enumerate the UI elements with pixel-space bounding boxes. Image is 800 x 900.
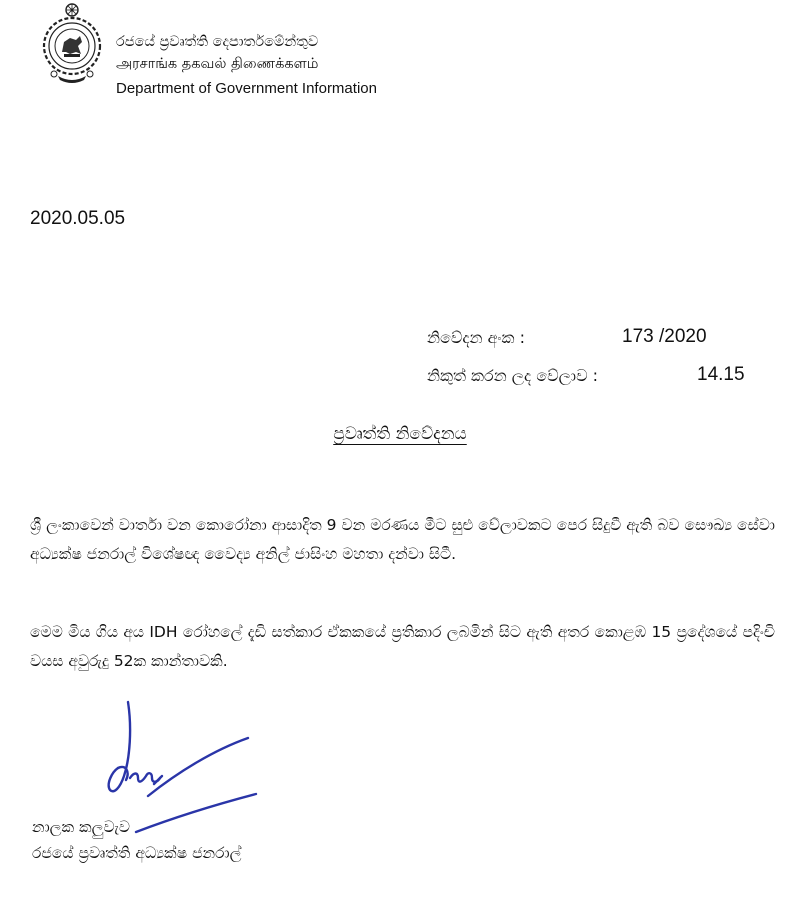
signatory-name: නාලක කලුවැව — [32, 818, 131, 836]
issue-time-label: නිකුත් කරන ලද වේලාව : — [427, 366, 599, 385]
body-paragraph-2: මෙම මිය ගිය අය IDH රෝහලේ දැඩි සත්කාර ඒකකයේ ප්‍රතිකාර ලබමින් සිට ඇති අතර කොළඹ 15 ප්‍රදේශයේ පදිංචි වයස අවුරුදු 52ක කාන්තාවකි. — [30, 623, 775, 670]
document-title-text: ප්‍රවෘත්ති නිවේදනය — [333, 424, 467, 444]
release-number-label: නිවේදන අංක : — [427, 328, 525, 347]
release-date: 2020.05.05 — [30, 208, 126, 229]
department-name-english: Department of Government Information — [116, 80, 377, 97]
document-title — [0, 424, 800, 444]
release-number-value: 173 /2020 — [622, 326, 707, 347]
issue-time-value: 14.15 — [697, 364, 745, 385]
department-name-sinhala: රජයේ ප්‍රවෘත්ති දෙපාර්තමේන්තුව — [116, 34, 319, 50]
signatory-designation: රජයේ ප්‍රවෘත්ති අධ්‍යක්ෂ ජනරාල් — [32, 844, 242, 862]
body-paragraph-1: ශ්‍රී ලංකාවෙන් වාර්තා වන කොරෝනා ආසාදිත 9 වන මරණය මීට සුළු වේලාවකට පෙර සිදුවී ඇති බව සෞඛ්‍ය සේවා අධ්‍යක්ෂ ජනරාල් විශේෂඥ වෛද්‍ය අනිල් ජාසිංහ මහතා දන්වා සිටී. — [30, 516, 775, 563]
national-emblem-icon — [40, 2, 104, 86]
department-name-tamil: அரசாங்க தகவல் திணைக்களம் — [116, 56, 319, 72]
